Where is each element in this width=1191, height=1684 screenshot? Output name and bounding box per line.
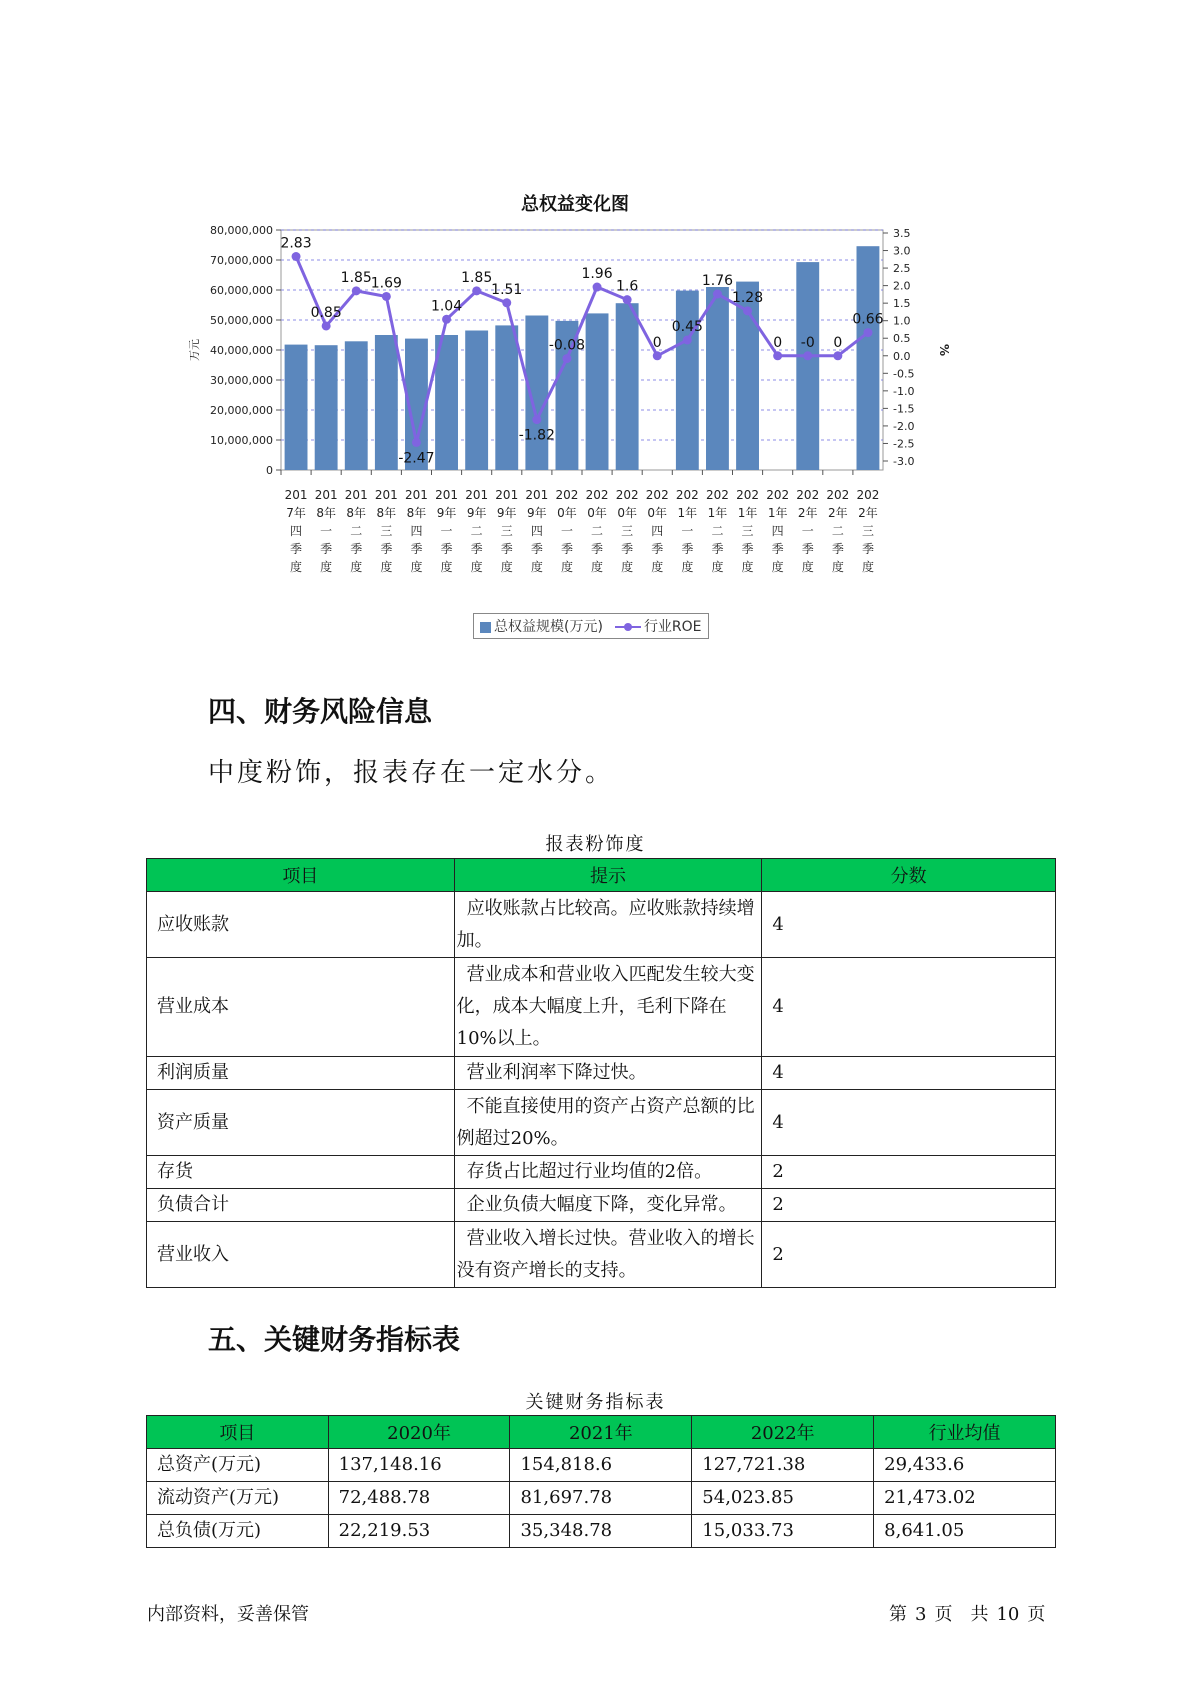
risk-item: 负债合计 — [147, 1189, 455, 1222]
y-right-tick-label: 1.5 — [893, 297, 911, 311]
legend-bar-swatch — [480, 622, 491, 633]
table-row — [147, 1156, 1056, 1189]
roe-data-label: 0.45 — [671, 318, 703, 335]
page-suffix: 页 — [1027, 1604, 1046, 1625]
table-row — [147, 1090, 1056, 1156]
y-right-tick-label: -3.0 — [893, 455, 915, 468]
x-tick-label: 0年 — [587, 506, 607, 520]
kpi-col-industry: 行业均值 — [874, 1416, 1056, 1449]
risk-table-header — [147, 859, 1056, 892]
risk-hint: 不能直接使用的资产占资产总额的比例超过20%。 — [454, 1090, 762, 1156]
roe-data-label: 1.85 — [340, 269, 372, 286]
chart-svg — [170, 220, 980, 640]
risk-score: 4 — [762, 958, 1056, 1057]
kpi-value: 15,033.73 — [692, 1515, 874, 1548]
x-tick-label: 9年 — [496, 506, 517, 520]
x-tick-label: 度 — [560, 560, 573, 574]
y-right-tick-label: -2.0 — [893, 419, 915, 433]
x-tick-label: 202 — [736, 488, 760, 502]
roe-point — [412, 438, 421, 447]
roe-point — [502, 298, 511, 307]
x-tick-label: 二 — [350, 524, 363, 538]
risk-table — [146, 858, 1056, 1288]
x-tick-label: 7年 — [286, 506, 306, 520]
x-tick-label: 201 — [314, 488, 338, 502]
x-tick-label: 度 — [771, 560, 784, 574]
page-num: 3 — [915, 1604, 927, 1625]
risk-col-score: 分数 — [762, 859, 1056, 892]
x-tick-label: 二 — [831, 524, 844, 538]
kpi-value: 81,697.78 — [510, 1482, 692, 1515]
roe-data-label: 1.51 — [491, 281, 523, 298]
kpi-value: 72,488.78 — [328, 1482, 510, 1515]
x-tick-label: 度 — [470, 560, 483, 574]
roe-data-label: 1.6 — [616, 278, 639, 295]
risk-hint: 营业收入增长过快。营业收入的增长没有资产增长的支持。 — [454, 1222, 762, 1288]
risk-table-caption: 报表粉饰度 — [545, 834, 646, 855]
roe-data-label: 0.85 — [310, 304, 342, 321]
y-right-tick-label: 2.5 — [893, 262, 911, 276]
table-row — [147, 1515, 1056, 1548]
risk-item: 应收账款 — [147, 892, 455, 958]
x-tick-label: 201 — [374, 488, 398, 502]
x-tick-label: 度 — [681, 560, 694, 574]
roe-point — [532, 415, 541, 424]
roe-point — [472, 286, 481, 295]
x-tick-label: 季 — [681, 542, 694, 556]
table-row — [147, 892, 1056, 958]
x-tick-label: 季 — [621, 542, 634, 556]
bar — [676, 291, 699, 470]
table-row — [147, 1482, 1056, 1515]
y-right-tick-label: 3.5 — [893, 227, 911, 240]
x-tick-label: 季 — [530, 542, 543, 556]
x-tick-label: 四 — [410, 524, 423, 538]
risk-hint: 营业成本和营业收入匹配发生较大变化，成本大幅度上升，毛利下降在10%以上。 — [454, 958, 762, 1057]
kpi-value: 127,721.38 — [692, 1449, 874, 1482]
x-tick-label: 202 — [675, 488, 699, 502]
legend-line-swatch — [615, 621, 641, 633]
table-row — [147, 1057, 1056, 1090]
section5-heading: 五、关键财务指标表 — [208, 1323, 461, 1356]
x-tick-label: 季 — [290, 542, 303, 556]
roe-data-label: 0 — [773, 334, 783, 351]
x-tick-label: 202 — [826, 488, 850, 502]
y-left-tick-label: 30,000,000 — [210, 374, 273, 387]
risk-score: 4 — [762, 1090, 1056, 1156]
y-left-tick-label: 10,000,000 — [210, 434, 273, 447]
x-tick-label: 三 — [741, 524, 754, 538]
x-tick-label: 201 — [284, 488, 308, 502]
x-tick-label: 度 — [320, 560, 333, 574]
x-tick-label: 三 — [380, 524, 393, 538]
x-tick-label: 9年 — [527, 506, 547, 520]
x-tick-label: 一 — [801, 524, 814, 538]
roe-point — [713, 290, 722, 299]
chart-legend — [473, 613, 709, 639]
roe-point — [322, 321, 331, 330]
kpi-col-2022: 2022年 — [692, 1416, 874, 1449]
kpi-value: 22,219.53 — [328, 1515, 510, 1548]
x-tick-label: 8年 — [316, 506, 336, 520]
risk-item: 资产质量 — [147, 1090, 455, 1156]
y-left-axis-label: 万元 — [188, 339, 201, 361]
x-tick-label: 9年 — [436, 506, 457, 520]
x-tick-label: 202 — [615, 488, 639, 502]
bar — [706, 287, 729, 470]
risk-item: 利润质量 — [147, 1057, 455, 1090]
x-tick-label: 季 — [591, 542, 604, 556]
legend-line-label: 行业ROE — [643, 619, 702, 635]
footer-page-number — [885, 1600, 1049, 1626]
legend-line — [615, 616, 702, 636]
kpi-col-item: 项目 — [147, 1416, 329, 1449]
x-tick-label: 季 — [711, 542, 724, 556]
equity-chart — [170, 190, 980, 650]
roe-point — [863, 328, 872, 337]
x-tick-label: 2年 — [797, 506, 818, 520]
x-tick-label: 度 — [500, 560, 513, 574]
y-left-tick-label: 20,000,000 — [210, 404, 273, 417]
roe-point — [442, 315, 451, 324]
x-tick-label: 202 — [585, 488, 609, 502]
roe-point — [352, 286, 361, 295]
x-tick-label: 季 — [861, 542, 874, 556]
x-tick-label: 度 — [801, 560, 814, 574]
x-tick-label: 季 — [380, 542, 393, 556]
table-row — [147, 1189, 1056, 1222]
page-mid: 页 共 — [934, 1604, 989, 1625]
roe-data-label: 1.96 — [581, 266, 613, 283]
roe-data-label: 0 — [652, 334, 662, 351]
x-tick-label: 度 — [861, 560, 874, 574]
table-row — [147, 1222, 1056, 1288]
x-tick-label: 一 — [320, 524, 333, 538]
y-right-tick-label: -1.0 — [893, 384, 915, 398]
x-tick-label: 2年 — [858, 506, 878, 520]
x-tick-label: 二 — [470, 524, 483, 538]
kpi-value: 21,473.02 — [874, 1482, 1056, 1515]
x-tick-label: 度 — [440, 560, 453, 574]
x-tick-label: 8年 — [346, 506, 367, 520]
kpi-value: 29,433.6 — [874, 1449, 1056, 1482]
kpi-value: 54,023.85 — [692, 1482, 874, 1515]
roe-data-label: 1.04 — [430, 298, 463, 315]
x-tick-label: 1年 — [677, 506, 698, 520]
risk-item: 存货 — [147, 1156, 455, 1189]
x-tick-label: 度 — [651, 560, 664, 574]
kpi-table — [146, 1415, 1056, 1548]
y-left-tick-label: 40,000,000 — [210, 344, 273, 357]
roe-point — [593, 283, 602, 292]
x-tick-label: 季 — [560, 542, 573, 556]
x-tick-label: 季 — [831, 542, 844, 556]
x-tick-label: 202 — [705, 488, 729, 502]
x-tick-label: 一 — [560, 524, 573, 538]
x-tick-label: 0年 — [557, 506, 577, 520]
bar — [285, 345, 308, 470]
x-tick-label: 202 — [766, 488, 790, 502]
y-left-tick-label: 60,000,000 — [210, 284, 273, 297]
kpi-value: 35,348.78 — [510, 1515, 692, 1548]
roe-point — [803, 351, 812, 360]
kpi-item: 流动资产(万元) — [147, 1482, 329, 1515]
x-tick-label: 度 — [621, 560, 634, 574]
roe-point — [562, 354, 571, 363]
x-tick-label: 度 — [410, 560, 423, 574]
x-tick-label: 0年 — [617, 506, 637, 520]
x-tick-label: 201 — [495, 488, 519, 502]
kpi-col-2021: 2021年 — [510, 1416, 692, 1449]
x-tick-label: 二 — [711, 524, 724, 538]
x-tick-label: 季 — [651, 542, 664, 556]
bar — [796, 262, 819, 470]
x-tick-label: 9年 — [466, 506, 487, 520]
x-tick-label: 二 — [591, 524, 604, 538]
x-tick-label: 一 — [681, 524, 694, 538]
bar — [315, 345, 338, 470]
x-tick-label: 度 — [290, 560, 303, 574]
x-tick-label: 三 — [861, 524, 874, 538]
x-tick-label: 季 — [440, 542, 453, 556]
roe-point — [773, 351, 782, 360]
legend-bar — [480, 616, 603, 636]
risk-hint: 存货占比超过行业均值的2倍。 — [454, 1156, 762, 1189]
bar — [586, 313, 609, 470]
x-tick-label: 度 — [530, 560, 543, 574]
x-tick-label: 季 — [350, 542, 363, 556]
risk-hint: 营业利润率下降过快。 — [454, 1057, 762, 1090]
kpi-value: 8,641.05 — [874, 1515, 1056, 1548]
roe-point — [683, 335, 692, 344]
y-right-tick-label: 3.0 — [893, 244, 911, 258]
x-tick-label: 四 — [771, 524, 784, 538]
x-tick-label: 201 — [404, 488, 428, 502]
page-total: 10 — [996, 1604, 1020, 1625]
x-tick-label: 8年 — [376, 506, 397, 520]
roe-point — [292, 252, 301, 261]
roe-data-label: -1.82 — [518, 427, 555, 444]
x-tick-label: 0年 — [647, 506, 668, 520]
risk-score: 4 — [762, 1057, 1056, 1090]
risk-col-item: 项目 — [147, 859, 455, 892]
roe-data-label: 1.28 — [731, 289, 764, 306]
roe-data-label: 2.83 — [280, 235, 312, 252]
y-right-tick-label: 1.0 — [893, 314, 911, 328]
roe-data-label: 1.69 — [370, 275, 402, 292]
legend-bar-label: 总权益规模(万元) — [494, 619, 603, 635]
page-prefix: 第 — [889, 1604, 907, 1625]
x-tick-label: 1年 — [737, 506, 758, 520]
roe-data-label: 1.85 — [461, 269, 493, 286]
bar — [345, 341, 368, 470]
y-right-tick-label: -0.5 — [893, 367, 915, 381]
kpi-value: 137,148.16 — [328, 1449, 510, 1482]
x-tick-label: 季 — [801, 542, 814, 556]
x-tick-label: 201 — [435, 488, 459, 502]
roe-point — [382, 292, 391, 301]
x-tick-label: 202 — [856, 488, 880, 502]
y-right-tick-label: 2.0 — [893, 279, 911, 293]
roe-point — [743, 306, 752, 315]
y-right-tick-label: 0.5 — [893, 332, 911, 346]
y-left-tick-label: 0 — [266, 464, 273, 477]
table-row — [147, 1449, 1056, 1482]
kpi-table-header — [147, 1416, 1056, 1449]
risk-item: 营业收入 — [147, 1222, 455, 1288]
bar — [465, 331, 488, 471]
x-tick-label: 201 — [465, 488, 489, 502]
risk-score: 2 — [762, 1156, 1056, 1189]
y-right-axis-label: % — [937, 343, 951, 357]
bar — [616, 303, 639, 470]
x-tick-label: 202 — [645, 488, 669, 502]
bar — [857, 246, 880, 470]
risk-score: 2 — [762, 1222, 1056, 1288]
x-tick-label: 8年 — [406, 506, 427, 520]
x-tick-label: 度 — [831, 560, 844, 574]
x-tick-label: 度 — [711, 560, 724, 574]
risk-hint: 应收账款占比较高。应收账款持续增加。 — [454, 892, 762, 958]
risk-score: 2 — [762, 1189, 1056, 1222]
y-left-tick-label: 70,000,000 — [210, 254, 273, 267]
roe-data-label: -0 — [800, 334, 815, 351]
kpi-col-2020: 2020年 — [328, 1416, 510, 1449]
bar — [375, 335, 398, 470]
x-tick-label: 202 — [796, 488, 820, 502]
x-tick-label: 季 — [470, 542, 483, 556]
roe-point — [833, 351, 842, 360]
table-row — [147, 958, 1056, 1057]
roe-data-label: 0 — [833, 334, 843, 351]
x-tick-label: 2年 — [828, 506, 848, 520]
x-tick-label: 季 — [320, 542, 333, 556]
roe-point — [653, 351, 662, 360]
kpi-table-caption: 关键财务指标表 — [525, 1392, 666, 1413]
section4-summary: 中度粉饰，报表存在一定水分。 — [208, 758, 615, 788]
kpi-item: 总资产(万元) — [147, 1449, 329, 1482]
x-tick-label: 201 — [344, 488, 368, 502]
risk-hint: 企业负债大幅度下降，变化异常。 — [454, 1189, 762, 1222]
y-left-tick-label: 80,000,000 — [210, 224, 273, 237]
x-tick-label: 度 — [591, 560, 604, 574]
y-right-tick-label: 0.0 — [893, 349, 911, 363]
chart-title: 总权益变化图 — [521, 194, 629, 215]
roe-data-label: -2.47 — [398, 450, 435, 467]
x-tick-label: 四 — [290, 524, 303, 538]
y-right-tick-label: -2.5 — [893, 437, 915, 451]
x-tick-label: 三 — [621, 524, 634, 538]
x-tick-label: 季 — [500, 542, 513, 556]
x-tick-label: 度 — [380, 560, 393, 574]
section4-heading: 四、财务风险信息 — [208, 695, 433, 728]
y-left-tick-label: 50,000,000 — [210, 314, 273, 327]
x-tick-label: 一 — [440, 524, 453, 538]
x-tick-label: 四 — [530, 524, 543, 538]
x-tick-label: 季 — [771, 542, 784, 556]
x-tick-label: 四 — [651, 524, 664, 538]
risk-score: 4 — [762, 892, 1056, 958]
x-tick-label: 1年 — [707, 506, 728, 520]
x-tick-label: 三 — [500, 524, 513, 538]
roe-data-label: -0.08 — [548, 337, 586, 354]
roe-point — [623, 295, 632, 304]
x-tick-label: 季 — [410, 542, 423, 556]
x-tick-label: 度 — [741, 560, 754, 574]
roe-data-label: 0.66 — [852, 311, 884, 328]
kpi-value: 154,818.6 — [510, 1449, 692, 1482]
kpi-item: 总负债(万元) — [147, 1515, 329, 1548]
risk-item: 营业成本 — [147, 958, 455, 1057]
footer-confidential: 内部资料，妥善保管 — [147, 1604, 309, 1625]
y-right-tick-label: -1.5 — [893, 402, 915, 416]
roe-data-label: 1.76 — [701, 273, 734, 290]
x-tick-label: 201 — [525, 488, 549, 502]
bar — [495, 325, 518, 470]
x-tick-label: 季 — [741, 542, 754, 556]
x-tick-label: 202 — [555, 488, 579, 502]
x-tick-label: 度 — [350, 560, 363, 574]
risk-col-hint: 提示 — [454, 859, 762, 892]
x-tick-label: 1年 — [767, 506, 788, 520]
